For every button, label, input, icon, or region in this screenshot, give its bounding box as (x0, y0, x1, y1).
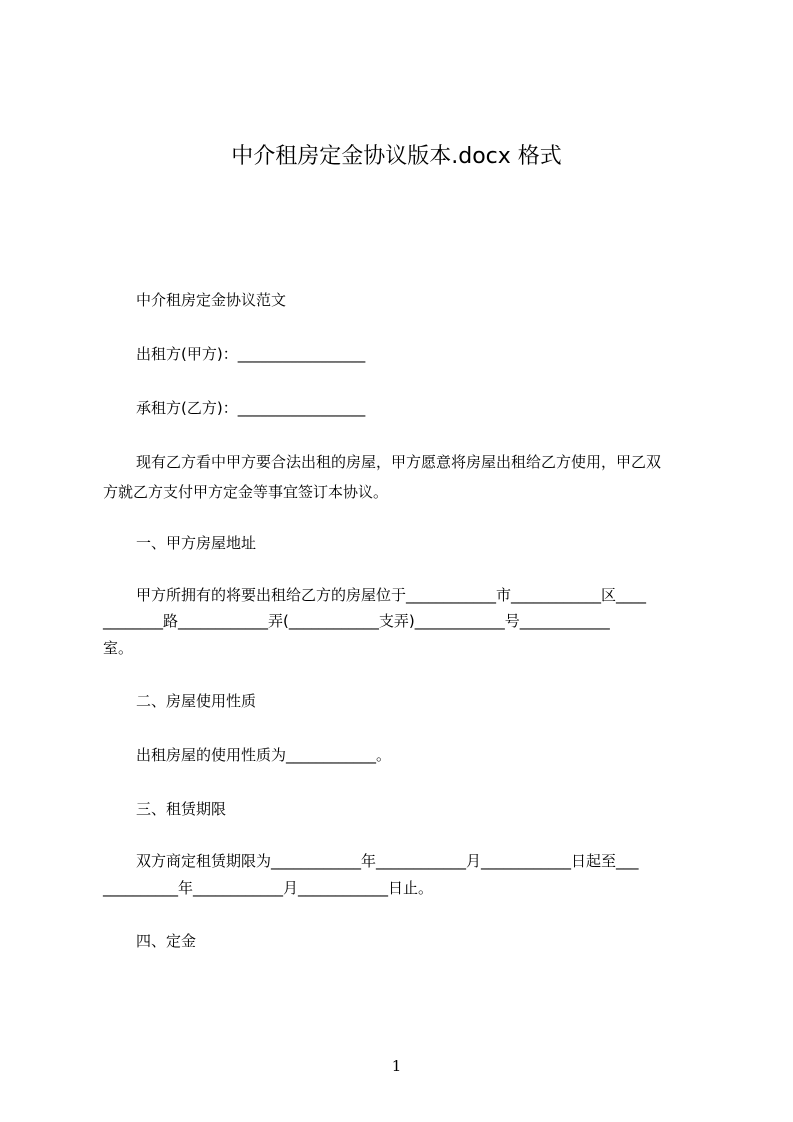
section-3-line-1: 双方商定租赁期限为____________年____________月____________日起至___ (136, 852, 639, 870)
intro-paragraph-line-2: 方就乙方支付甲方定金等事宜签订本协议。 (103, 483, 389, 501)
lessee-line: 承租方(乙方)：_________________ (136, 399, 366, 417)
intro-paragraph-line-1: 现有乙方看中甲方要合法出租的房屋，甲方愿意将房屋出租给乙方使用，甲乙双 (136, 453, 662, 471)
document-title: 中介租房定金协议版本.docx 格式 (231, 144, 562, 169)
section-4-heading: 四、定金 (136, 932, 197, 950)
section-2-heading: 二、房屋使用性质 (136, 692, 257, 710)
section-1-line-3: 室。 (103, 639, 134, 657)
section-1-line-2: ________路____________弄(____________支弄)____________号____________ (103, 612, 610, 630)
section-3-line-2: __________年____________月____________日止。 (103, 879, 434, 897)
section-1-line-1: 甲方所拥有的将要出租给乙方的房屋位于____________市____________区____ (136, 586, 647, 604)
section-1-heading: 一、甲方房屋地址 (136, 534, 257, 552)
section-2-line-1: 出租房屋的使用性质为____________。 (136, 746, 392, 764)
page-number: 1 (391, 1057, 402, 1075)
section-3-heading: 三、租赁期限 (136, 800, 227, 818)
document-subtitle: 中介租房定金协议范文 (136, 291, 287, 309)
lessor-line: 出租方(甲方)：_________________ (136, 345, 366, 363)
